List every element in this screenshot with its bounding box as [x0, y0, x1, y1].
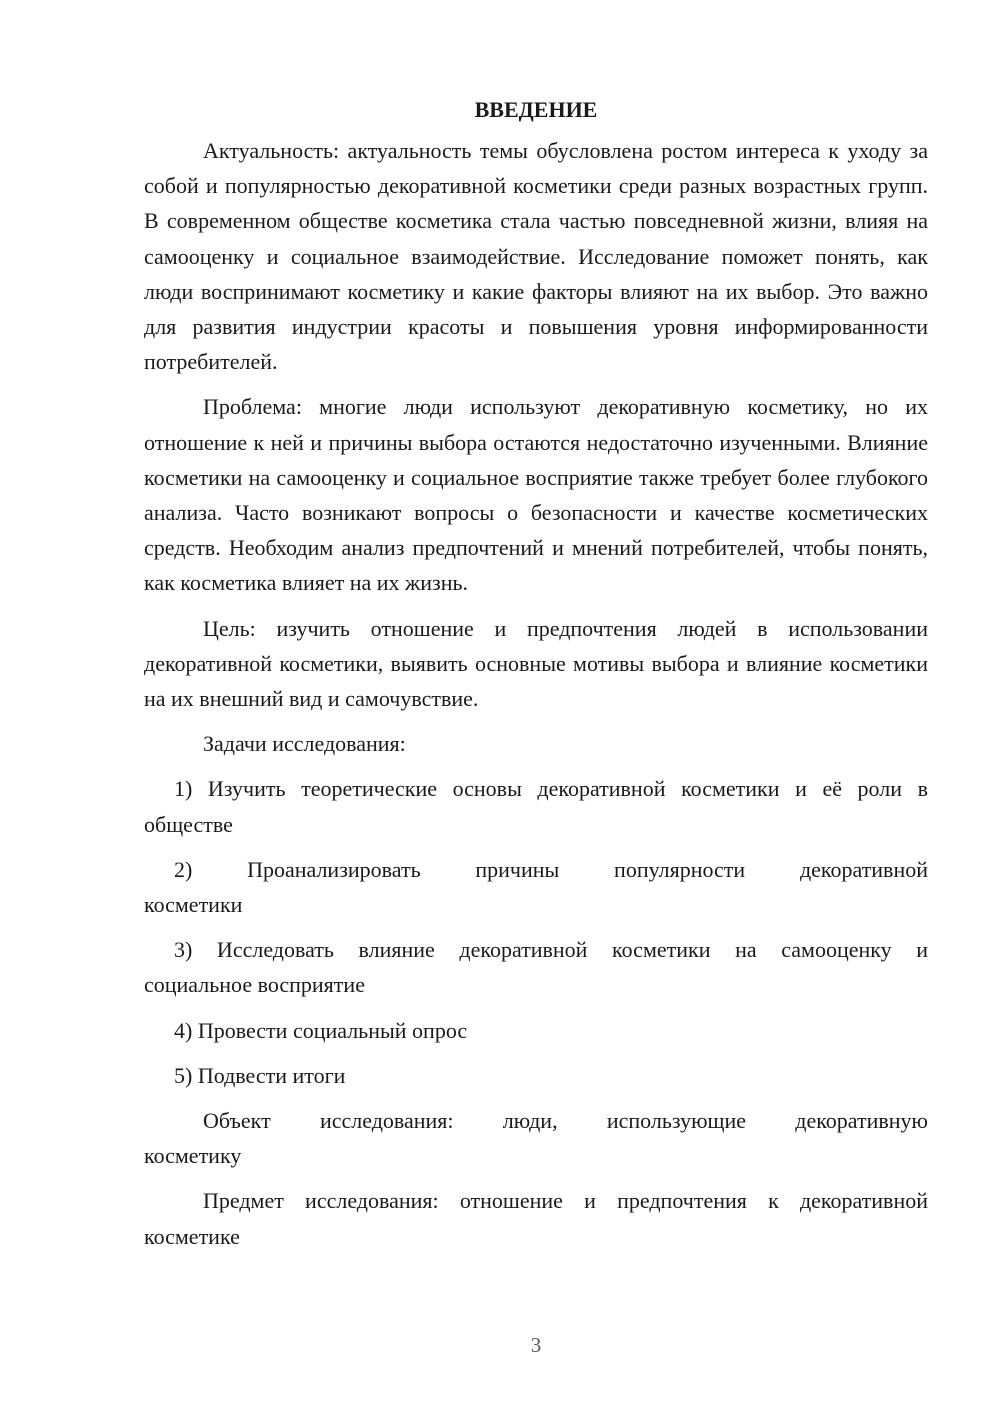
task-item-2-rest: косметики — [144, 892, 243, 918]
research-object-rest: косметику — [144, 1143, 242, 1169]
research-subject-rest: косметике — [144, 1223, 240, 1249]
research-subject — [144, 1183, 928, 1253]
task-item-2 — [144, 852, 928, 922]
task-item-5-first: 5) Подвести итоги — [174, 1062, 346, 1088]
task-item-4 — [144, 1013, 928, 1048]
document-title: ВВЕДЕНИЕ — [474, 97, 598, 122]
paragraph-problem: Проблема: многие люди используют декоративную косметику, но их отношение к ней и причины выбора остаются недостаточно изученными. Влияние косметики на самооценку и социальное восприятие также требует более глубокого анализа. Часто возникают вопросы о безопасности и качестве косметических средств. Необходим анализ предпочтений и мнений потребителей, чтобы понять, как косметика влияет на их жизнь. — [144, 394, 928, 596]
task-item-3 — [144, 932, 928, 1002]
task-item-5 — [144, 1058, 928, 1093]
tasks-heading: Задачи исследования: — [203, 731, 406, 757]
research-object-first: Объект исследования: люди, использующие декоративную — [203, 1108, 928, 1134]
task-item-2-first: 2) Проанализировать причины популярности декоративной — [174, 856, 928, 882]
task-item-1-first: 1) Изучить теоретические основы декоративной косметики и её роли в — [174, 776, 928, 802]
task-item-4-first: 4) Провести социальный опрос — [174, 1017, 468, 1043]
document-page — [144, 92, 928, 1264]
research-subject-first: Предмет исследования: отношение и предпочтения к декоративной — [203, 1188, 928, 1214]
page-number: 3 — [530, 1333, 542, 1357]
task-item-1 — [144, 771, 928, 841]
paragraph-relevance: Актуальность: актуальность темы обусловлена ростом интереса к уходу за собой и популярностью декоративной косметики среди разных возрастных групп. В современном обществе косметика стала частью повседневной жизни, влияя на самооценку и социальное взаимодействие. Исследование поможет понять, как люди воспринимают косметику и какие факторы влияют на их выбор. Это важно для развития индустрии красоты и повышения уровня информированности потребителей. — [144, 138, 928, 375]
paragraph-goal: Цель: изучить отношение и предпочтения людей в использовании декоративной косметики, выявить основные мотивы выбора и влияние косметики на их внешний вид и самочувствие. — [144, 615, 928, 712]
research-object — [144, 1103, 928, 1173]
task-item-3-first: 3) Исследовать влияние декоративной косметики на самооценку и — [174, 937, 928, 963]
task-item-3-rest: социальное восприятие — [144, 972, 365, 998]
task-item-1-rest: обществе — [144, 811, 233, 837]
